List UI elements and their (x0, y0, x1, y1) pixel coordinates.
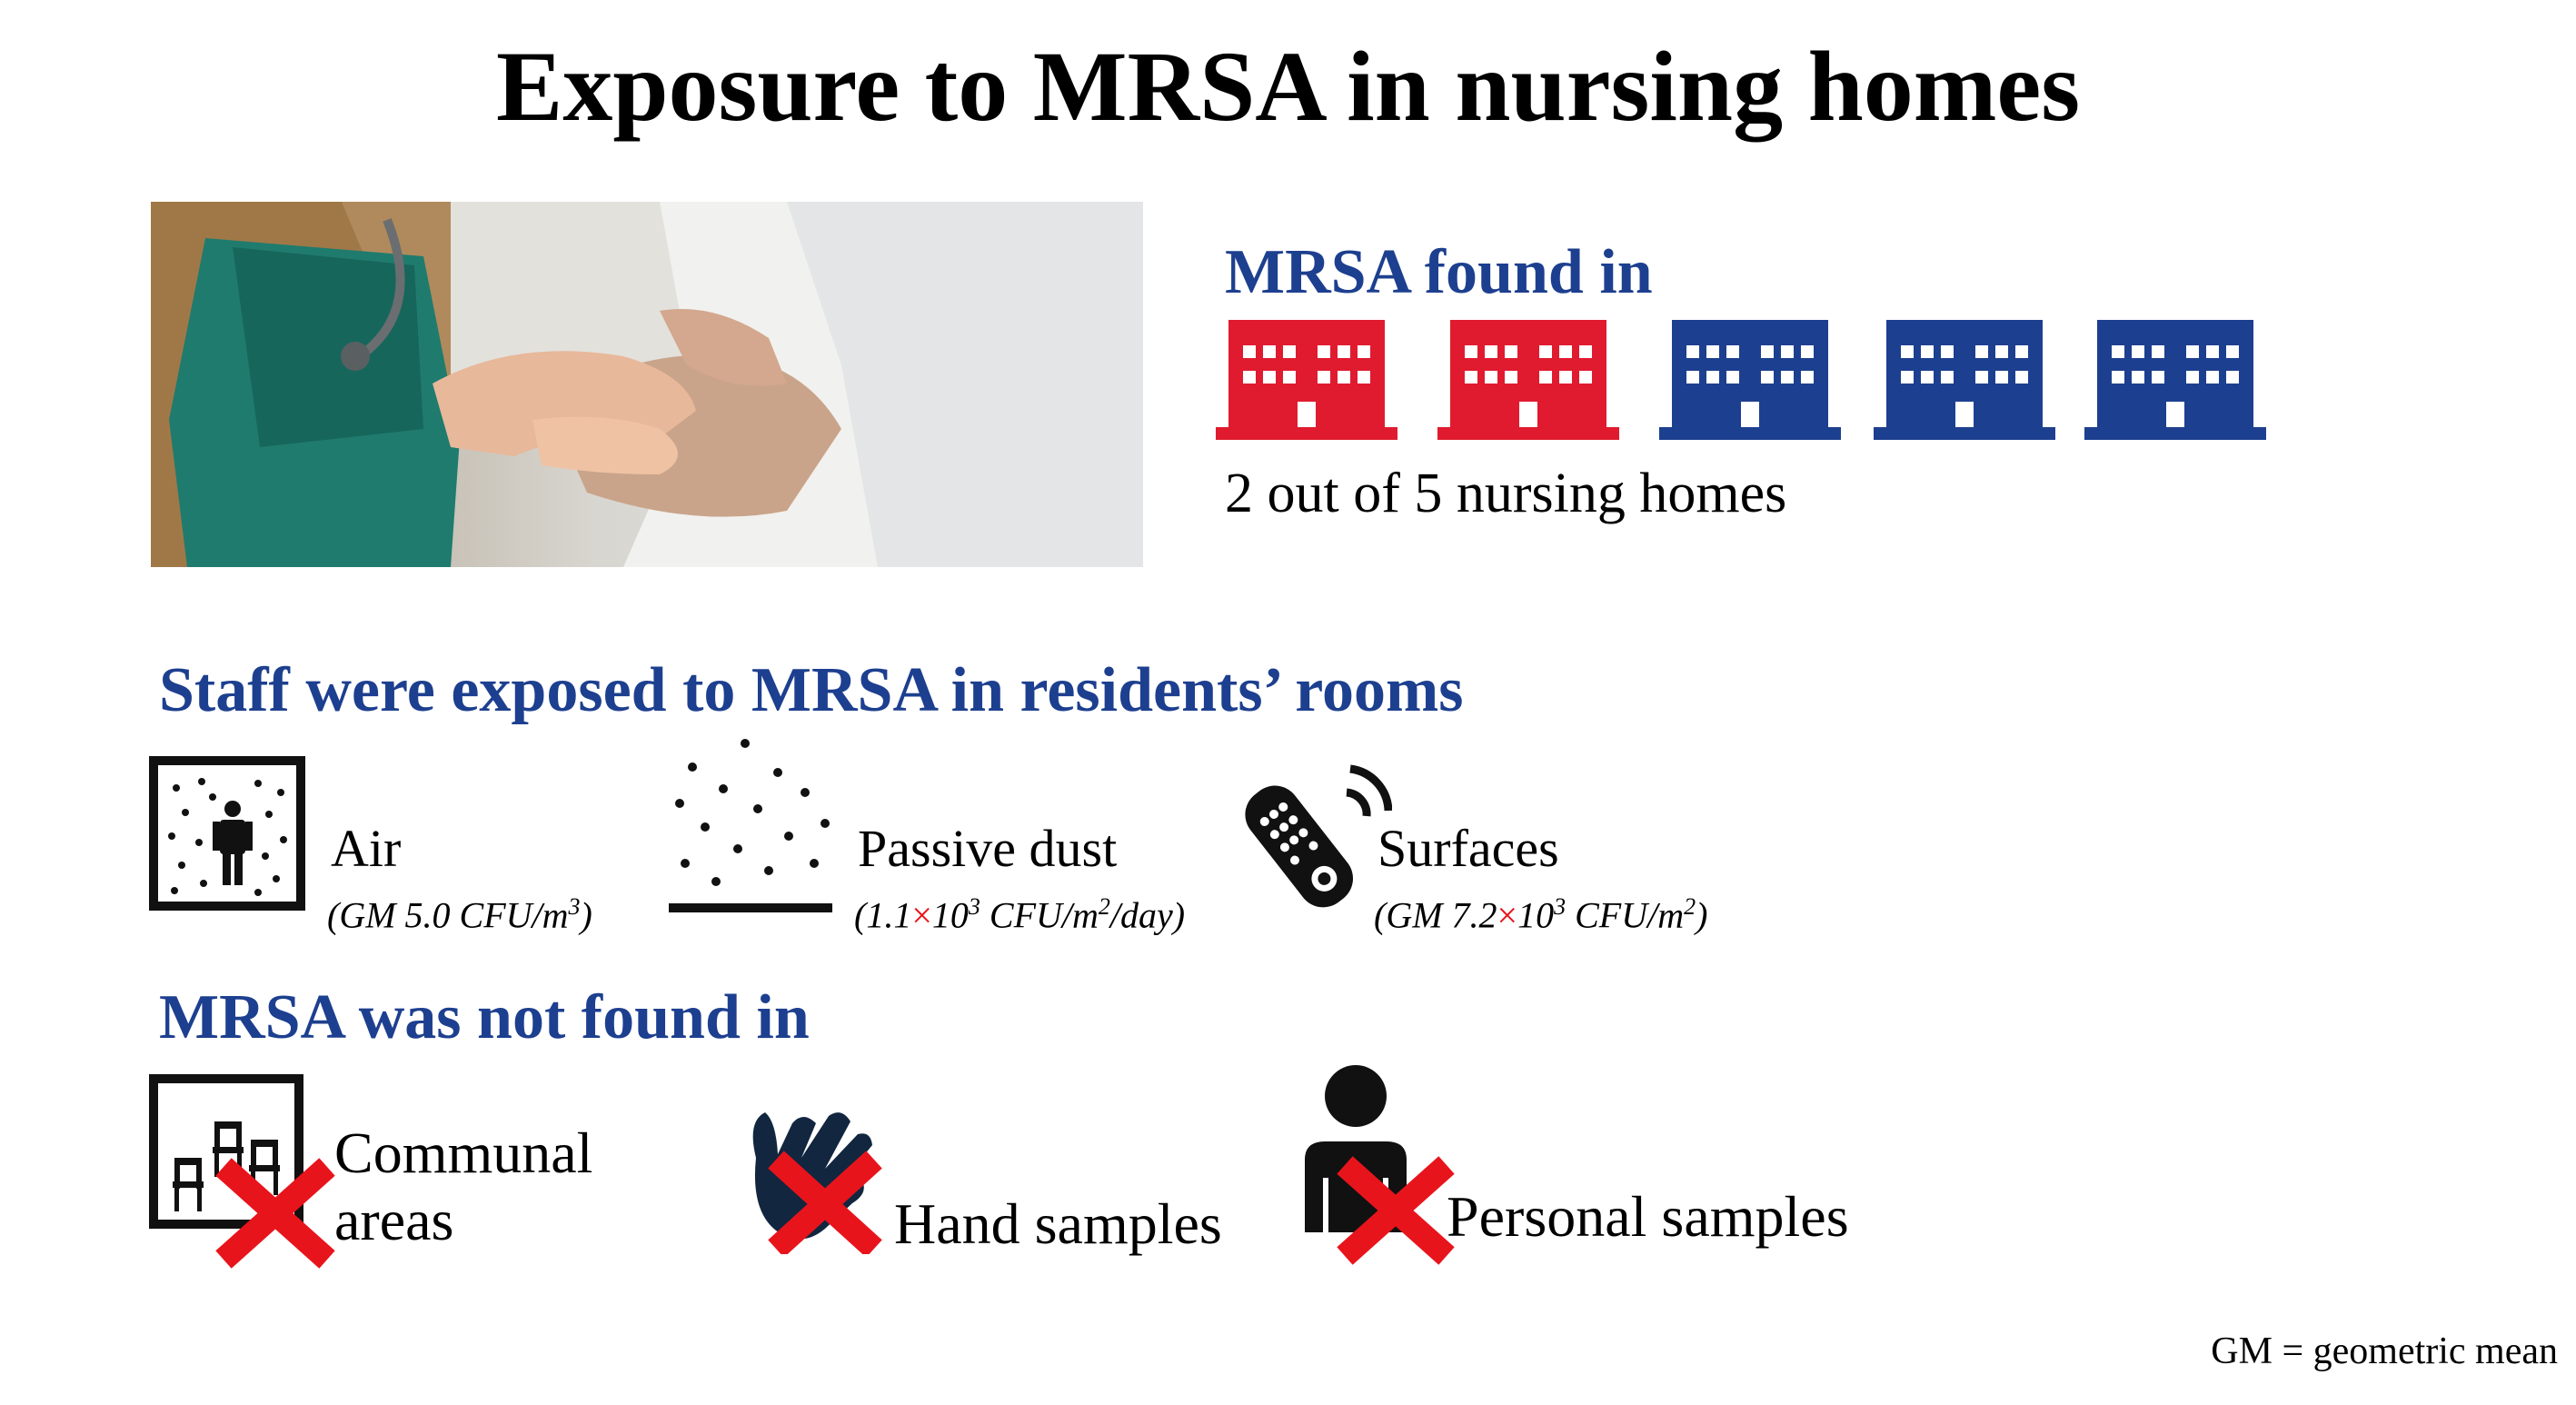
communal-areas-label: Communal areas (334, 1121, 593, 1252)
passive-dust-label: Passive dust (858, 819, 1118, 878)
page-title: Exposure to MRSA in nursing homes (495, 31, 2081, 142)
found-heading: MRSA found in (1225, 237, 1653, 307)
remote-control-icon (1218, 751, 1392, 914)
surfaces-label: Surfaces (1378, 819, 1559, 878)
person-icon (1294, 1060, 1457, 1265)
hand-samples-label: Hand samples (894, 1191, 1222, 1256)
chairs-icon (149, 1074, 340, 1269)
air-label: Air (331, 819, 402, 878)
building-icon (1659, 320, 1841, 440)
caregiver-holding-hands-photo (151, 202, 1143, 567)
footnote: GM = geometric mean (2211, 1330, 2558, 1372)
building-icon (1437, 320, 1619, 440)
building-icon (1216, 320, 1397, 440)
air-value: (GM 5.0 CFU/$m^3$) (327, 893, 592, 936)
hand-icon (738, 1094, 892, 1254)
building-icon (2084, 320, 2266, 440)
dust-particles-icon (669, 736, 838, 918)
air-person-icon (149, 756, 305, 911)
passive-dust-value: ($1.1\times 10^3$ CFU/$m^2/day$) (854, 893, 1186, 936)
not-found-heading: MRSA was not found in (159, 982, 810, 1052)
personal-samples-label: Personal samples (1447, 1184, 1849, 1249)
staff-exposed-heading: Staff were exposed to MRSA in residents’ rooms (159, 655, 1464, 725)
surfaces-value: (GM $7.2\times 10^3$ CFU/$m^2$) (1374, 893, 1708, 936)
building-icon (1874, 320, 2055, 440)
found-caption: 2 out of 5 nursing homes (1225, 463, 1787, 524)
